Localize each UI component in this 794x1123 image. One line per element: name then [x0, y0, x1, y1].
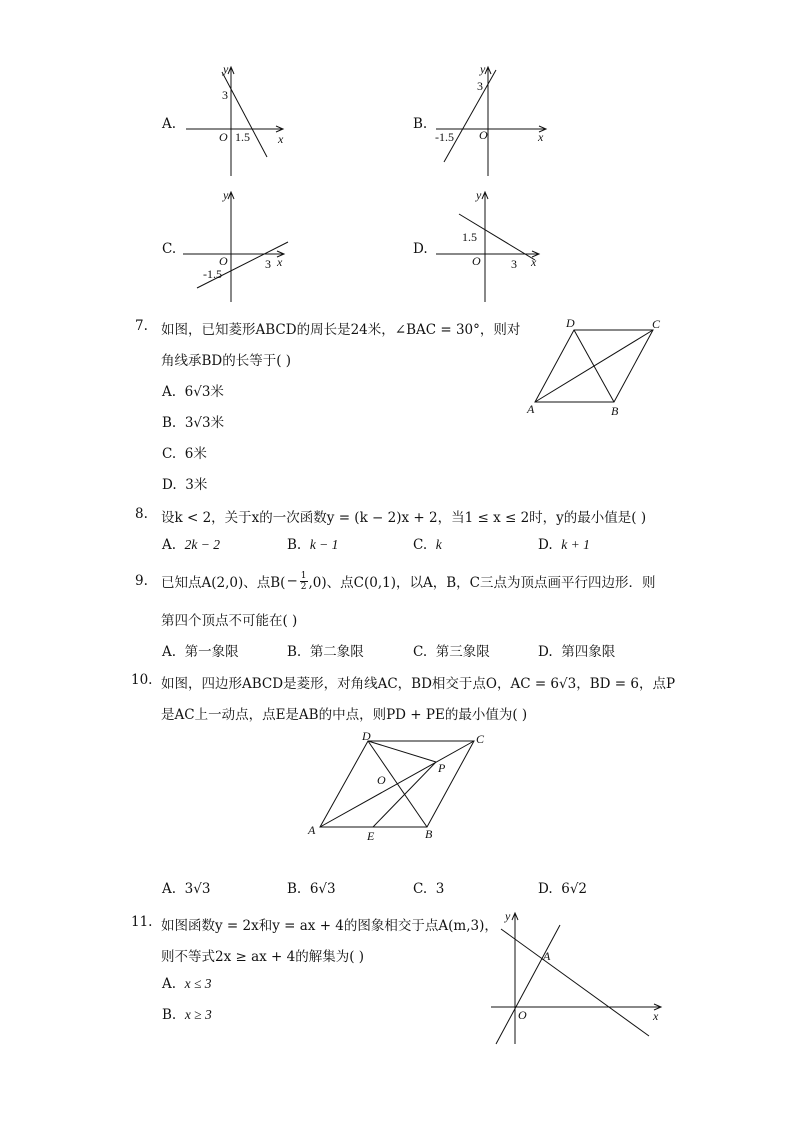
q10-option-c-text: 3 [435, 881, 445, 897]
q10-option-a-letter: A. [162, 881, 177, 897]
q9-line1-a: 已知点A(2,0)、点B( [161, 575, 286, 591]
q8-option-c-letter: C. [413, 537, 428, 553]
q8-option-a-text: 2k − 2 [184, 537, 220, 552]
q11-option-a-letter: A. [162, 976, 177, 992]
q9-option-d-text: 第四象限 [561, 644, 616, 660]
q10-number: 10. [131, 672, 153, 688]
q7-option-b-text: 3√3米 [184, 415, 225, 431]
q7-line2: 角线承BD的长等于( ) [161, 353, 292, 369]
q11-x-label: x [653, 1009, 659, 1023]
q11-option-b-text: x ≥ 3 [184, 1007, 212, 1022]
q6b-tick-x: -1.5 [435, 130, 454, 144]
q6a-tick-y: 3 [222, 88, 228, 102]
q9-frac-sign: − [286, 573, 298, 589]
q6b-y-label: y [480, 62, 486, 76]
q10-label-o: O [377, 773, 386, 787]
q11-origin: O [518, 1008, 527, 1022]
q6a-y-label: y [223, 62, 229, 76]
q9-option-b-letter: B. [287, 644, 302, 660]
q7-option-b-letter: B. [162, 415, 177, 431]
q9-option-d-letter: D. [538, 644, 553, 660]
q6c-origin: O [219, 254, 228, 268]
q6c-tick-y: -1.5 [203, 267, 222, 281]
q11-line2: 则不等式2x ≥ ax + 4的解集为( ) [161, 949, 365, 965]
q9-frac-den: 2 [300, 581, 307, 592]
q11-label-a: A [543, 949, 551, 963]
q6d-tick-x: 3 [511, 257, 517, 271]
q7-option-d-text: 3米 [185, 477, 208, 493]
q8-text: 设k < 2，关于x的一次函数y = (k − 2)x + 2，当1 ≤ x ≤ 2时，y的最小值是( ) [161, 510, 647, 526]
q11-option-b-letter: B. [162, 1007, 177, 1023]
q10-line1: 如图，四边形ABCD是菱形，对角线AC，BD相交于点O，AC = 6√3，BD = 6，点P [161, 676, 676, 692]
q10-option-b-text: 6√3 [309, 881, 336, 897]
q8-option-c-text: k [435, 537, 442, 552]
q9-number: 9. [135, 573, 148, 589]
q11-y-label: y [505, 909, 511, 923]
q10-option-a-text: 3√3 [184, 881, 211, 897]
q6d-y-label: y [476, 188, 482, 202]
q6b-tick-y: 3 [477, 79, 483, 93]
q7-option-d-letter: D. [162, 477, 177, 493]
q9-frac-num: 1 [300, 570, 307, 581]
q11-line1: 如图函数y = 2x和y = ax + 4的图象相交于点A(m,3)， [161, 918, 498, 934]
q7-label-d: D [566, 316, 575, 330]
q10-label-p: P [438, 761, 446, 775]
q10-label-e: E [367, 829, 375, 843]
q9-line1-b: ,0)、点C(0,1)，以A，B，C三点为顶点画平行四边形．则 [308, 575, 656, 591]
q11-number: 11. [131, 914, 153, 930]
q10-label-b: B [425, 827, 433, 841]
q10-option-d-text: 6√2 [561, 881, 588, 897]
q6-graph-d-letter: D. [413, 241, 428, 257]
q6a-tick-x: 1.5 [235, 130, 250, 144]
q7-label-b: B [611, 404, 619, 418]
q8-number: 8. [135, 506, 148, 522]
q11-option-a-text: x ≤ 3 [184, 976, 212, 991]
q10-option-b-letter: B. [287, 881, 302, 897]
q10-label-c: C [476, 732, 485, 746]
q7-option-a-text: 6√3米 [184, 384, 224, 400]
q9-option-a-letter: A. [162, 644, 177, 660]
q6-graph-a-letter: A. [162, 116, 177, 132]
q6a-origin: O [219, 130, 228, 144]
q10-option-c-letter: C. [413, 881, 428, 897]
q8-option-d-letter: D. [538, 537, 553, 553]
q6-graph-c-letter: C. [162, 241, 177, 257]
q7-label-a: A [527, 402, 535, 416]
q9-option-c-letter: C. [413, 644, 428, 660]
q6a-x-label: x [278, 132, 284, 146]
q7-label-c: C [652, 317, 661, 331]
q7-number: 7. [135, 318, 148, 334]
q8-option-a-letter: A. [162, 537, 177, 553]
q6b-x-label: x [538, 130, 544, 144]
q6-graph-b-letter: B. [413, 116, 428, 132]
q9-option-a-text: 第一象限 [184, 644, 239, 660]
q10-line2: 是AC上一动点，点E是AB的中点，则PD + PE的最小值为( ) [161, 707, 528, 723]
q9-option-c-text: 第三象限 [435, 644, 490, 660]
q7-option-a-letter: A. [162, 384, 177, 400]
q7-option-c-letter: C. [162, 446, 177, 462]
q6d-x-label: x [531, 255, 537, 269]
q8-option-b-letter: B. [287, 537, 302, 553]
q8-option-d-text: k + 1 [561, 537, 590, 552]
q10-label-d: D [362, 729, 371, 743]
q6d-tick-y: 1.5 [462, 230, 477, 244]
q6b-origin: O [479, 128, 488, 142]
q8-option-b-text: k − 1 [309, 537, 339, 552]
q9-line2: 第四个顶点不可能在( ) [161, 613, 298, 629]
q10-option-d-letter: D. [538, 881, 553, 897]
q6d-origin: O [472, 254, 481, 268]
q6c-y-label: y [223, 188, 229, 202]
q10-label-a: A [308, 823, 316, 837]
q7-option-c-text: 6米 [184, 446, 207, 462]
q6c-x-label: x [277, 255, 283, 269]
q6c-tick-x: 3 [265, 257, 271, 271]
q7-line1: 如图，已知菱形ABCD的周长是24米，∠BAC = 30°，则对 [161, 322, 521, 338]
q9-option-b-text: 第二象限 [309, 644, 364, 660]
